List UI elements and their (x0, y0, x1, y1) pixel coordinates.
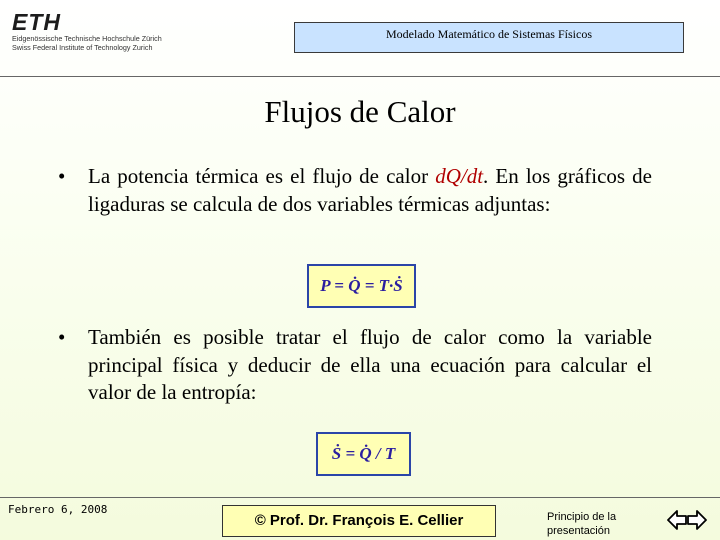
nav-arrows-svg (667, 508, 707, 532)
slide-title: Flujos de Calor (264, 94, 456, 129)
footer-divider (0, 497, 720, 498)
equation-box-2 (316, 432, 411, 476)
logo-wordmark: ETH (12, 9, 61, 35)
bullet-1-text-end: . En los gráficos de ligaduras se calcula de dos variables térmicas adjuntas: (88, 164, 652, 216)
back-forward-arrows-icon[interactable] (667, 508, 707, 532)
bullet-marker-2: • (58, 325, 66, 349)
bullet-1-highlight: dQ/dt (435, 164, 484, 188)
logo-line-2: Swiss Federal Institute of Technology Zurich (12, 43, 153, 52)
bullet-2: También es posible tratar el flujo de calor como la variable principal física y deducir de ella una ecuación para calcular el valor de la entropía: (88, 325, 652, 404)
equation-2: Ṡ = Q̇ / T (331, 444, 396, 463)
bullet-marker-1: • (58, 164, 66, 188)
slide-date: Febrero 6, 2008 (8, 503, 108, 516)
bullet-1 (88, 163, 652, 218)
header-divider (0, 76, 720, 77)
course-title: Modelado Matemático de Sistemas Físicos (386, 27, 592, 41)
bullet-1-text-start: La potencia térmica es el flujo de calor (88, 164, 436, 188)
equation-box-1 (307, 264, 416, 308)
course-title-box (294, 22, 684, 53)
author-credit (222, 505, 496, 537)
equation-1: P = Q̇ = T·Ṡ (320, 276, 403, 295)
author-credit-text: © Prof. Dr. François E. Cellier (254, 512, 464, 529)
home-link[interactable]: Principio de la presentación (547, 511, 617, 537)
logo-line-1: Eidgenössische Technische Hochschule Zürich (12, 34, 162, 43)
eth-logo (12, 10, 212, 52)
